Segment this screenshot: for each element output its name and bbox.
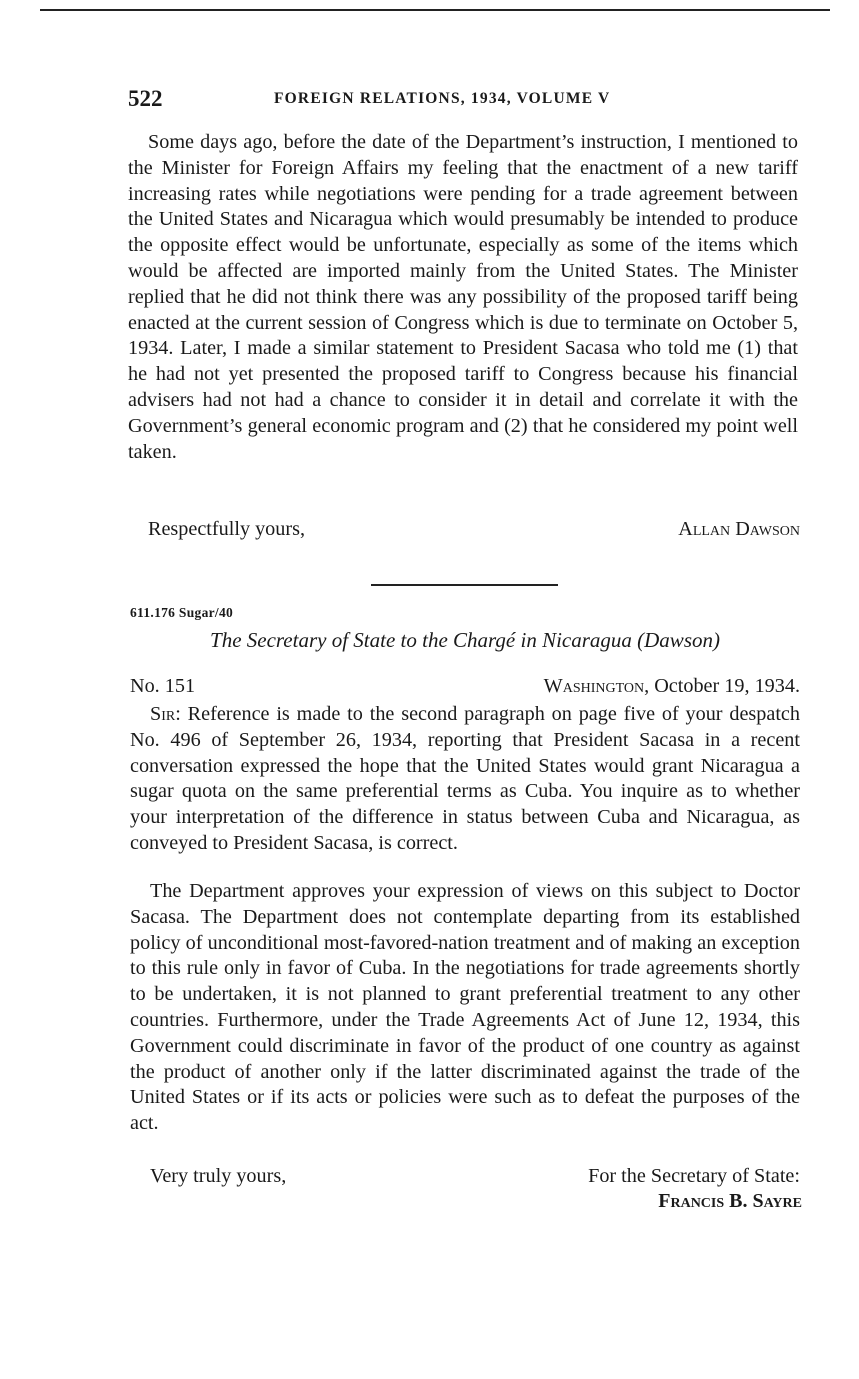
letter2-paragraph-1-text: : Reference is made to the second paragraph on page five of your despatch No. 496 of September 26, 1934, reporting that President Sacasa in a recent conversation expressed the hope that the United States would grant Nicaragua a sugar quota on the same preferential terms as Cuba. You inquire as to whether your interpretation of the difference in status between Cuba and Nicaragua, as conveyed to President Sacasa, is correct. xyxy=(130,703,800,854)
letter1-closing-line xyxy=(148,518,800,541)
page-header xyxy=(128,86,800,114)
letter2-closing-line xyxy=(150,1165,800,1188)
file-reference: 611.176 Sugar/40 xyxy=(130,605,234,620)
salutation: Sir xyxy=(150,703,176,725)
place-date xyxy=(544,675,800,698)
despatch-number: No. 151 xyxy=(130,675,196,697)
dateline xyxy=(130,675,800,698)
letter2-signer: Francis B. Sayre xyxy=(658,1190,802,1212)
letter2-paragraph-1 xyxy=(130,702,800,857)
top-rule xyxy=(40,9,830,11)
letter2-closing: Very truly yours, xyxy=(150,1165,287,1187)
document-title: The Secretary of State to the Chargé in Nicaragua (Dawson) xyxy=(210,628,720,652)
letter1-body: Some days ago, before the date of the Department’s instruction, I mentioned to the Minister for Foreign Affairs my feeling that the enactment of a new tariff increasing rates while negotiations were pending for a trade agreement between the United States and Nicaragua which would presumably be intended to produce the opposite effect would be unfortunate, especially as some of the items which would be affected are imported mainly from the United States. The Minister replied that he did not think there was any possibility of the proposed tariff being enacted at the current session of Congress which is due to terminate on October 5, 1934. Later, I made a similar statement to President Sacasa who told me (1) that he had not yet presented the proposed tariff to Congress because his financial advisers had not had a chance to consider it in detail and correlate it with the Government’s general economic program and (2) that he considered my point well taken. xyxy=(128,131,798,463)
page-number: 522 xyxy=(128,86,163,111)
for-secretary-line: For the Secretary of State: xyxy=(588,1165,800,1187)
section-divider xyxy=(371,584,558,586)
place: Washington xyxy=(543,675,645,697)
letter1-closing: Respectfully yours, xyxy=(148,518,305,540)
date: , October 19, 1934. xyxy=(644,675,800,697)
running-head: FOREIGN RELATIONS, 1934, VOLUME V xyxy=(274,90,611,107)
letter1-signature: Allan Dawson xyxy=(678,518,800,540)
letter2-paragraph-2: The Department approves your expression of views on this subject to Doctor Sacasa. The Department does not contemplate departing from its established policy of unconditional most-favored-nation treatment and of making an exception to this rule only in favor of Cuba. In the negotiations for trade agreements shortly to be undertaken, it is not planned to grant preferential treatment to any other countries. Furthermore, under the Trade Agreements Act of June 12, 1934, this Government could discriminate in favor of the product of one country as against the product of another only if the latter discriminated against the trade of the United States or if its acts or policies were such as to defeat the purposes of the act. xyxy=(130,880,800,1135)
